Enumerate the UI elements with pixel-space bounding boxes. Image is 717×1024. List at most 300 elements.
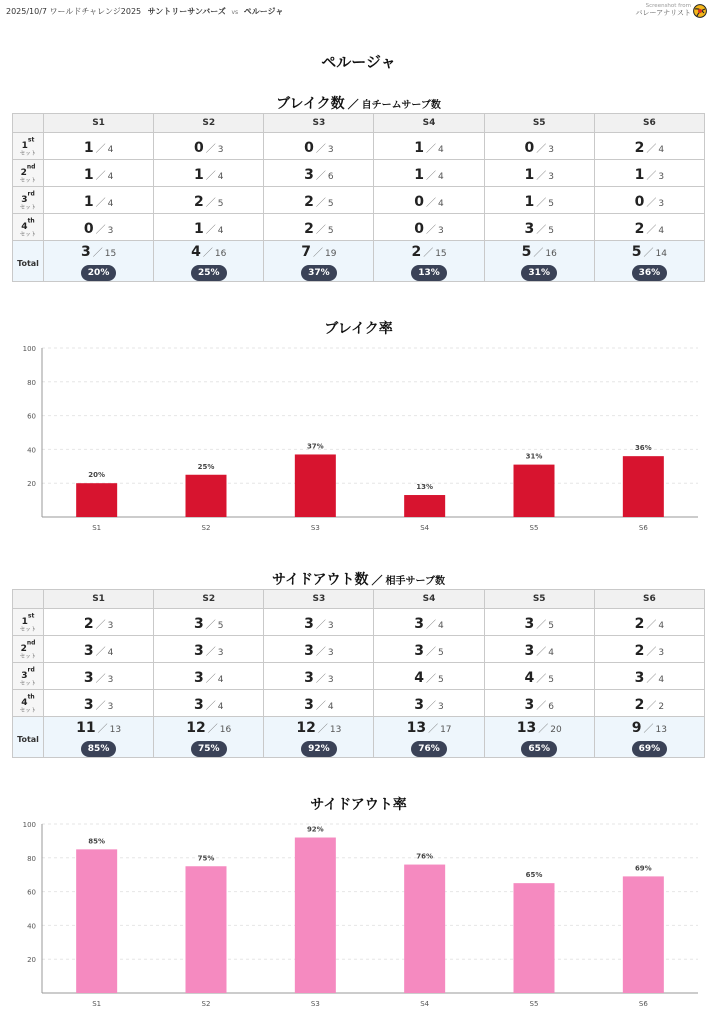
total-numerator: 13 bbox=[516, 720, 537, 736]
cell-numerator: 1 bbox=[83, 139, 94, 156]
cell-separator: ／ bbox=[315, 143, 326, 155]
table-cell bbox=[154, 609, 264, 636]
cell-numerator: 2 bbox=[634, 696, 645, 713]
total-numerator: 3 bbox=[80, 244, 91, 260]
x-tick-label: S1 bbox=[92, 524, 102, 532]
cell-numerator: 3 bbox=[304, 642, 314, 659]
cell-numerator: 3 bbox=[304, 669, 314, 686]
total-separator: ／ bbox=[423, 248, 434, 259]
table-cell bbox=[594, 214, 704, 241]
total-numerator: 11 bbox=[76, 720, 96, 736]
cell-separator: ／ bbox=[536, 619, 547, 631]
total-denominator: 19 bbox=[325, 249, 337, 259]
set-label bbox=[13, 609, 44, 636]
vs-label: vs bbox=[231, 9, 239, 16]
cell-numerator: 3 bbox=[414, 696, 425, 713]
cell-denominator: 4 bbox=[438, 144, 444, 155]
bar bbox=[186, 475, 227, 517]
table-cell bbox=[594, 609, 704, 636]
sideout-rate-chart-svg bbox=[0, 816, 717, 1016]
cell-separator: ／ bbox=[205, 619, 216, 631]
cell-denominator: 4 bbox=[217, 701, 224, 712]
table-cell bbox=[264, 609, 374, 636]
total-cell bbox=[374, 717, 484, 758]
cell-numerator: 3 bbox=[193, 696, 204, 713]
cell-separator: ／ bbox=[95, 619, 106, 631]
cell-denominator: 3 bbox=[217, 647, 224, 658]
set-suffix: rd bbox=[27, 190, 35, 198]
y-tick-label: 20 bbox=[27, 956, 36, 965]
cell-numerator: 2 bbox=[634, 642, 645, 659]
table-cell bbox=[484, 187, 594, 214]
bar bbox=[295, 454, 336, 517]
cell-denominator: 3 bbox=[438, 225, 444, 236]
column-header: S5 bbox=[484, 114, 594, 133]
table-cell bbox=[44, 636, 154, 663]
bar bbox=[623, 456, 664, 517]
table-row bbox=[13, 663, 705, 690]
sideout-section-title bbox=[0, 569, 717, 589]
cell-numerator: 3 bbox=[83, 642, 94, 659]
cell-numerator: 1 bbox=[524, 193, 535, 210]
cell-separator: ／ bbox=[95, 224, 106, 236]
column-header: S5 bbox=[484, 590, 594, 609]
sideout-title: サイドアウト数 bbox=[271, 572, 369, 588]
total-cell bbox=[484, 241, 594, 282]
cell-denominator: 3 bbox=[327, 620, 334, 631]
cell-numerator: 0 bbox=[193, 139, 204, 156]
break-section-title bbox=[0, 93, 717, 113]
table-cell bbox=[374, 690, 484, 717]
table-cell bbox=[154, 187, 264, 214]
total-cell bbox=[44, 717, 154, 758]
table-cell bbox=[44, 187, 154, 214]
cell-numerator: 2 bbox=[634, 615, 645, 632]
cell-denominator: 4 bbox=[107, 171, 114, 182]
cell-numerator: 3 bbox=[83, 669, 94, 686]
cell-separator: ／ bbox=[315, 197, 326, 209]
total-separator: ／ bbox=[207, 724, 218, 735]
column-header: S2 bbox=[154, 114, 264, 133]
percent-badge: 75% bbox=[191, 741, 227, 757]
cell-separator: ／ bbox=[95, 143, 106, 155]
set-suffix: st bbox=[27, 612, 35, 620]
table-cell bbox=[594, 690, 704, 717]
cell-denominator: 5 bbox=[327, 225, 334, 236]
sideout-rate-title bbox=[0, 794, 717, 814]
table-row bbox=[13, 636, 705, 663]
cell-numerator: 3 bbox=[524, 220, 535, 237]
cell-separator: ／ bbox=[95, 197, 106, 209]
page-title: ペルージャ bbox=[321, 53, 396, 71]
cell-numerator: 4 bbox=[414, 669, 425, 686]
x-tick-label: S2 bbox=[201, 524, 211, 532]
cell-denominator: 4 bbox=[438, 198, 444, 209]
cell-denominator: 3 bbox=[107, 674, 114, 685]
total-numerator: 4 bbox=[191, 244, 201, 260]
x-tick-label: S4 bbox=[420, 524, 430, 532]
set-word: セット bbox=[19, 177, 37, 184]
cell-denominator: 3 bbox=[327, 674, 334, 685]
y-tick-label: 80 bbox=[27, 378, 36, 387]
column-header: S4 bbox=[374, 590, 484, 609]
x-tick-label: S5 bbox=[529, 524, 539, 532]
cell-denominator: 3 bbox=[107, 225, 114, 236]
set-label bbox=[13, 160, 44, 187]
cell-separator: ／ bbox=[536, 197, 547, 209]
cell-denominator: 4 bbox=[658, 144, 665, 155]
total-denominator: 16 bbox=[214, 249, 227, 259]
title-slash: ／ bbox=[371, 574, 383, 587]
percent-badge: 31% bbox=[521, 265, 557, 281]
cell-numerator: 3 bbox=[634, 669, 645, 686]
total-numerator: 13 bbox=[406, 720, 427, 736]
table-cell bbox=[374, 133, 484, 160]
cell-denominator: 4 bbox=[107, 647, 114, 658]
cell-numerator: 1 bbox=[83, 166, 94, 183]
total-fraction bbox=[595, 241, 704, 260]
data-label: 85% bbox=[88, 837, 106, 846]
cell-separator: ／ bbox=[646, 170, 657, 182]
set-number: 4 bbox=[21, 221, 28, 232]
cell-denominator: 5 bbox=[438, 647, 444, 658]
cell-denominator: 4 bbox=[658, 225, 665, 236]
column-header: S1 bbox=[44, 590, 154, 609]
set-label bbox=[13, 133, 44, 160]
table-cell bbox=[44, 690, 154, 717]
cell-denominator: 5 bbox=[217, 620, 224, 631]
cell-numerator: 0 bbox=[83, 220, 94, 237]
cell-denominator: 3 bbox=[217, 144, 224, 155]
percent-badge: 65% bbox=[521, 741, 557, 757]
x-tick-label: S3 bbox=[310, 1000, 320, 1008]
cell-separator: ／ bbox=[95, 646, 106, 658]
total-denominator: 14 bbox=[655, 249, 667, 259]
cell-separator: ／ bbox=[205, 700, 216, 712]
percent-badge: 25% bbox=[191, 265, 227, 281]
cell-denominator: 3 bbox=[107, 620, 114, 631]
x-tick-label: S3 bbox=[310, 524, 320, 532]
cell-numerator: 3 bbox=[83, 696, 94, 713]
table-cell bbox=[374, 187, 484, 214]
cell-denominator: 3 bbox=[658, 171, 665, 182]
sideout-rate-chart bbox=[0, 816, 717, 1016]
set-label bbox=[13, 214, 44, 241]
cell-separator: ／ bbox=[536, 170, 547, 182]
cell-denominator: 3 bbox=[438, 701, 444, 712]
cell-denominator: 4 bbox=[217, 225, 224, 236]
x-tick-label: S6 bbox=[638, 1000, 648, 1008]
cell-separator: ／ bbox=[426, 197, 437, 209]
table-cell bbox=[44, 214, 154, 241]
table-row bbox=[13, 187, 705, 214]
total-numerator: 12 bbox=[186, 720, 206, 736]
cell-separator: ／ bbox=[426, 170, 437, 182]
cell-separator: ／ bbox=[646, 619, 657, 631]
cell-separator: ／ bbox=[536, 224, 547, 236]
cell-separator: ／ bbox=[205, 170, 216, 182]
set-word: セット bbox=[19, 707, 37, 714]
table-row bbox=[13, 214, 705, 241]
total-fraction bbox=[154, 241, 263, 260]
table-cell bbox=[374, 160, 484, 187]
cell-numerator: 1 bbox=[193, 166, 204, 183]
sideout-table bbox=[12, 589, 705, 758]
y-tick-label: 60 bbox=[27, 888, 36, 897]
y-tick-label: 40 bbox=[27, 922, 36, 931]
corner-cell bbox=[13, 590, 44, 609]
cell-numerator: 1 bbox=[414, 166, 425, 183]
set-suffix: th bbox=[27, 693, 35, 701]
total-separator: ／ bbox=[533, 248, 544, 259]
cell-separator: ／ bbox=[315, 224, 326, 236]
total-cell bbox=[154, 241, 264, 282]
total-numerator: 9 bbox=[631, 720, 642, 736]
credit-caption: Screenshot from bbox=[645, 3, 691, 9]
x-tick-label: S6 bbox=[638, 524, 648, 532]
set-label bbox=[13, 636, 44, 663]
cell-separator: ／ bbox=[536, 646, 547, 658]
table-row bbox=[13, 690, 705, 717]
cell-separator: ／ bbox=[426, 619, 437, 631]
total-cell bbox=[264, 717, 374, 758]
cell-separator: ／ bbox=[426, 143, 437, 155]
top-bar bbox=[0, 0, 717, 24]
home-team-name: サントリーサンバーズ bbox=[147, 7, 226, 16]
cell-denominator: 6 bbox=[327, 171, 334, 182]
table-cell bbox=[484, 690, 594, 717]
cell-separator: ／ bbox=[315, 619, 326, 631]
data-label: 65% bbox=[525, 871, 543, 880]
set-number: 4 bbox=[21, 697, 28, 708]
bar bbox=[76, 483, 117, 517]
cell-denominator: 5 bbox=[217, 198, 224, 209]
total-cell bbox=[594, 241, 704, 282]
cell-numerator: 0 bbox=[414, 193, 425, 210]
table-cell bbox=[594, 133, 704, 160]
table-row bbox=[13, 609, 705, 636]
cell-denominator: 4 bbox=[438, 620, 444, 631]
y-tick-label: 40 bbox=[27, 446, 36, 455]
cell-denominator: 5 bbox=[548, 198, 554, 209]
credit bbox=[635, 4, 691, 17]
cell-separator: ／ bbox=[536, 673, 547, 685]
cell-denominator: 4 bbox=[438, 171, 444, 182]
cell-numerator: 3 bbox=[524, 642, 535, 659]
table-cell bbox=[484, 133, 594, 160]
column-header: S1 bbox=[44, 114, 154, 133]
cell-numerator: 2 bbox=[634, 139, 645, 156]
table-cell bbox=[594, 187, 704, 214]
cell-numerator: 3 bbox=[304, 166, 314, 183]
table-cell bbox=[154, 663, 264, 690]
table-cell bbox=[44, 160, 154, 187]
cell-separator: ／ bbox=[646, 224, 657, 236]
x-tick-label: S1 bbox=[92, 1000, 102, 1008]
y-tick-label: 80 bbox=[27, 854, 36, 863]
data-label: 13% bbox=[416, 483, 434, 492]
table-cell bbox=[484, 214, 594, 241]
y-tick-label: 100 bbox=[22, 345, 36, 353]
cell-denominator: 6 bbox=[548, 701, 554, 712]
total-denominator: 13 bbox=[655, 725, 667, 735]
table-cell bbox=[484, 663, 594, 690]
cell-denominator: 4 bbox=[107, 144, 114, 155]
data-label: 75% bbox=[197, 854, 215, 863]
table-cell bbox=[154, 214, 264, 241]
total-label: Total bbox=[17, 259, 39, 268]
cell-numerator: 3 bbox=[414, 615, 425, 632]
total-separator: ／ bbox=[428, 724, 439, 735]
table-cell bbox=[44, 609, 154, 636]
bar bbox=[404, 865, 445, 993]
data-label: 37% bbox=[306, 442, 324, 451]
total-fraction bbox=[264, 717, 373, 736]
total-separator: ／ bbox=[643, 724, 654, 735]
cell-numerator: 1 bbox=[193, 220, 204, 237]
cell-denominator: 4 bbox=[217, 171, 224, 182]
cell-numerator: 3 bbox=[304, 615, 314, 632]
cell-separator: ／ bbox=[95, 170, 106, 182]
data-label: 20% bbox=[88, 471, 106, 480]
cell-denominator: 4 bbox=[658, 620, 665, 631]
break-rate-chart-svg bbox=[0, 340, 717, 540]
total-label-cell bbox=[13, 717, 44, 758]
cell-numerator: 2 bbox=[634, 220, 645, 237]
cell-numerator: 1 bbox=[634, 166, 645, 183]
cell-separator: ／ bbox=[315, 700, 326, 712]
table-cell bbox=[264, 214, 374, 241]
volleyball-logo-icon bbox=[693, 4, 707, 18]
total-cell bbox=[154, 717, 264, 758]
cell-separator: ／ bbox=[426, 646, 437, 658]
total-cell bbox=[264, 241, 374, 282]
total-denominator: 13 bbox=[329, 725, 342, 735]
total-separator: ／ bbox=[317, 724, 328, 735]
cell-separator: ／ bbox=[205, 673, 216, 685]
total-cell bbox=[44, 241, 154, 282]
cell-numerator: 1 bbox=[524, 166, 535, 183]
cell-denominator: 4 bbox=[327, 701, 334, 712]
set-number: 3 bbox=[21, 670, 28, 681]
total-cell bbox=[484, 717, 594, 758]
table-cell bbox=[264, 160, 374, 187]
y-tick-label: 100 bbox=[22, 821, 36, 829]
table-cell bbox=[44, 663, 154, 690]
total-separator: ／ bbox=[202, 248, 213, 259]
total-denominator: 17 bbox=[440, 725, 452, 735]
cell-numerator: 3 bbox=[193, 669, 204, 686]
cell-numerator: 0 bbox=[524, 139, 535, 156]
set-suffix: rd bbox=[27, 666, 35, 674]
table-cell bbox=[44, 133, 154, 160]
break-rate-title bbox=[0, 318, 717, 338]
table-cell bbox=[264, 690, 374, 717]
cell-numerator: 4 bbox=[524, 669, 535, 686]
set-number: 2 bbox=[20, 643, 27, 654]
x-tick-label: S4 bbox=[420, 1000, 430, 1008]
set-suffix: nd bbox=[26, 163, 36, 171]
total-denominator: 20 bbox=[550, 725, 562, 735]
total-separator: ／ bbox=[97, 724, 108, 735]
cell-numerator: 0 bbox=[634, 193, 645, 210]
cell-numerator: 1 bbox=[83, 193, 94, 210]
total-label: Total bbox=[17, 735, 39, 744]
total-fraction bbox=[374, 717, 483, 736]
total-fraction bbox=[485, 717, 594, 736]
set-word: セット bbox=[19, 150, 37, 157]
set-word: セット bbox=[19, 204, 37, 211]
cell-denominator: 3 bbox=[327, 647, 334, 658]
set-suffix: th bbox=[27, 217, 35, 225]
away-team-name: ペルージャ bbox=[243, 7, 284, 16]
percent-badge: 85% bbox=[81, 741, 117, 757]
column-header: S3 bbox=[264, 114, 374, 133]
cell-denominator: 3 bbox=[327, 144, 334, 155]
cell-numerator: 0 bbox=[304, 139, 314, 156]
table-cell bbox=[264, 663, 374, 690]
credit-brand: バレーアナリスト bbox=[635, 8, 691, 17]
cell-numerator: 3 bbox=[193, 615, 204, 632]
total-numerator: 5 bbox=[631, 244, 642, 260]
total-cell bbox=[374, 241, 484, 282]
table-row bbox=[13, 133, 705, 160]
total-denominator: 16 bbox=[219, 725, 232, 735]
percent-badge: 36% bbox=[632, 265, 668, 281]
cell-denominator: 4 bbox=[548, 647, 554, 658]
table-cell bbox=[154, 133, 264, 160]
break-title: ブレイク数 bbox=[276, 96, 345, 112]
header-row bbox=[13, 590, 705, 609]
total-fraction bbox=[44, 241, 153, 260]
column-header: S2 bbox=[154, 590, 264, 609]
set-word: セット bbox=[19, 626, 37, 633]
cell-separator: ／ bbox=[536, 700, 547, 712]
cell-denominator: 5 bbox=[548, 674, 554, 685]
percent-badge: 92% bbox=[301, 741, 337, 757]
cell-separator: ／ bbox=[426, 700, 437, 712]
table-cell bbox=[594, 160, 704, 187]
column-header: S6 bbox=[594, 590, 704, 609]
table-cell bbox=[374, 663, 484, 690]
cell-separator: ／ bbox=[536, 143, 547, 155]
cell-separator: ／ bbox=[95, 673, 106, 685]
cell-numerator: 3 bbox=[524, 615, 535, 632]
table-cell bbox=[264, 187, 374, 214]
cell-denominator: 5 bbox=[327, 198, 334, 209]
total-separator: ／ bbox=[643, 248, 654, 259]
table-cell bbox=[594, 663, 704, 690]
total-separator: ／ bbox=[538, 724, 549, 735]
break-rate-chart bbox=[0, 340, 717, 540]
total-label-cell bbox=[13, 241, 44, 282]
percent-badge: 37% bbox=[301, 265, 337, 281]
cell-separator: ／ bbox=[205, 224, 216, 236]
bar bbox=[514, 465, 555, 517]
x-tick-label: S5 bbox=[529, 1000, 539, 1008]
bar bbox=[186, 866, 227, 993]
cell-denominator: 3 bbox=[107, 701, 114, 712]
cell-numerator: 1 bbox=[414, 139, 425, 156]
total-numerator: 12 bbox=[296, 720, 316, 736]
percent-badge: 13% bbox=[411, 265, 447, 281]
cell-numerator: 3 bbox=[524, 696, 535, 713]
chart-title: サイドアウト率 bbox=[310, 797, 407, 813]
total-cell bbox=[594, 717, 704, 758]
set-number: 1 bbox=[21, 616, 28, 627]
cell-numerator: 2 bbox=[304, 220, 314, 237]
total-fraction bbox=[264, 241, 373, 260]
